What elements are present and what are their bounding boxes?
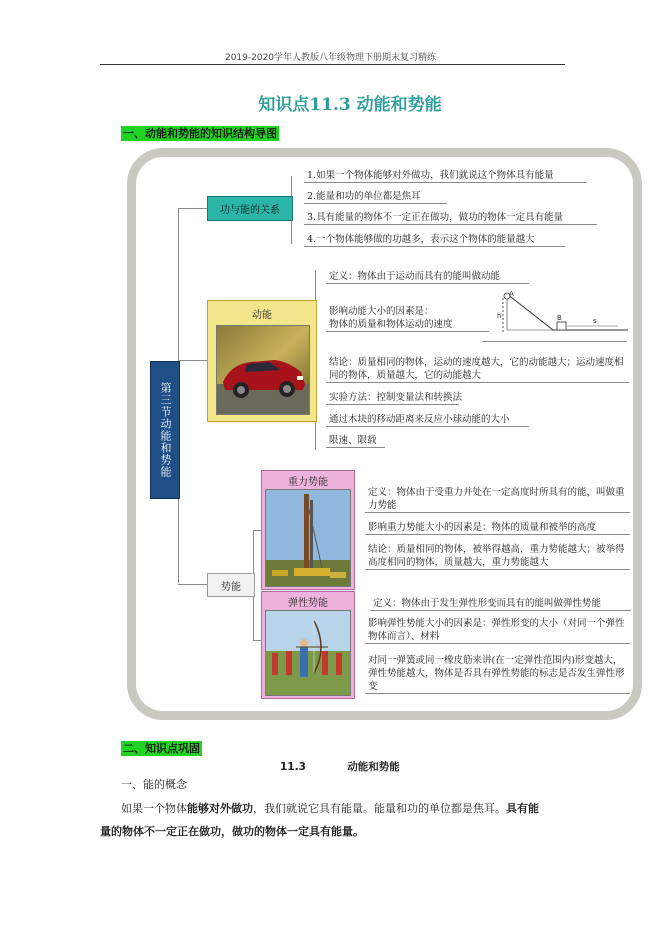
- kinetic-item-2: 影响动能大小的因素是： 物体的质量和物体运动的速度: [326, 305, 489, 332]
- gravity-label: 重力势能: [288, 477, 328, 488]
- branch-line-kinetic: [178, 360, 207, 361]
- relation-item-2: 2.能量和功的单位都是焦耳: [304, 190, 447, 204]
- consolidation-heading-num: 11.3: [280, 761, 306, 773]
- potential-line-elastic: [253, 640, 261, 641]
- gravity-item-1: 定义：物体由于受重力并处在一定高度时所具有的能，叫做重力势能: [365, 486, 630, 513]
- kinetic-item-4: 实验方法：控制变量法和转换法: [326, 391, 459, 405]
- p1-text-a: 如果一个物体: [121, 802, 187, 815]
- diagram-label-a: A: [509, 290, 514, 298]
- kinetic-item-6: 限速、限载: [326, 434, 385, 448]
- incline-diagram: [493, 290, 628, 340]
- relation-item-4: 4.一个物体能够做的功越多，表示这个物体的能量越大: [304, 233, 565, 247]
- consolidation-paragraph-line1: [121, 798, 581, 820]
- kinetic-label: 动能: [252, 310, 272, 321]
- p1-text-d: 具有能: [506, 802, 539, 815]
- section2-label: 二、知识点巩固: [123, 742, 200, 755]
- elastic-item-1: 定义：物体由于发生弹性形变而具有的能叫做弹性势能: [370, 597, 631, 611]
- pile-driver-photo: [265, 489, 351, 587]
- kinetic-item-2-divider: [482, 341, 627, 342]
- elastic-label: 弹性势能: [288, 598, 328, 609]
- p1-text-b: 能够对外做功: [187, 802, 253, 815]
- gravity-node: [261, 470, 355, 590]
- relation-item-1: 1.如果一个物体能够对外做功，我们就说这个物体具有能量: [304, 169, 587, 183]
- elastic-node: [261, 591, 355, 699]
- section1-label: 一、动能和势能的知识结构导图: [123, 127, 277, 140]
- consolidation-heading: [280, 759, 400, 774]
- elastic-item-2: 影响弹性势能大小的因素是：弹性形变的大小（对同一个弹性物体而言）、材料: [365, 617, 630, 644]
- potential-line-gravity: [253, 530, 261, 531]
- potential-node: 势能: [207, 573, 255, 597]
- consolidation-sub1: 一、能的概念: [121, 778, 187, 791]
- diagram-label-s: s: [593, 317, 597, 325]
- gravity-item-3: 结论：质量相同的物体，被举得越高，重力势能越大；被举得高度相同的物体，质量越大，重力势能越大: [365, 543, 630, 570]
- branch-line-potential: [178, 584, 207, 585]
- relation-item-3: 3.具有能量的物体不一定正在做功，做功的物体一定具有能量: [304, 211, 597, 225]
- kinetic-item-1: 定义：物体由于运动而具有的能叫做动能: [326, 270, 529, 284]
- p1-text-c: ，我们就说它具有能量。能量和功的单位都是焦耳。: [253, 802, 506, 815]
- kinetic-item-5: 通过木块的移动距离来反应小球动能的大小: [326, 413, 529, 427]
- header-rule: [100, 64, 565, 65]
- section1-heading: [121, 122, 279, 141]
- page-header: 2019-2020学年人教版八年级物理下册期末复习精练: [224, 53, 437, 63]
- page-title: 知识点11.3 动能和势能: [258, 95, 442, 115]
- archery-photo: [265, 610, 351, 696]
- gravity-item-2: 影响重力势能大小的因素是：物体的质量和被举的高度: [365, 521, 630, 535]
- branch-line-relation: [178, 208, 207, 209]
- kinetic-node: [207, 300, 317, 422]
- mindmap-root: 第三节动能和势能: [150, 361, 180, 499]
- section2-heading: [121, 737, 202, 756]
- kinetic-item-3: 结论：质量相同的物体，运动的速度越大，它的动能越大；运动速度相同的物体，质量越大，它的动能越大: [326, 356, 629, 383]
- elastic-item-3: 对同一弹簧或同一橡皮筋来讲(在一定弹性范围内)形变越大，弹性势能越大，物体是否具有弹性势能的标志是否发生弹性形变: [365, 654, 630, 694]
- relation-node: 功与能的关系: [207, 196, 293, 221]
- red-car-photo: [216, 325, 310, 415]
- diagram-label-h: h: [497, 312, 502, 320]
- consolidation-heading-text: 动能和势能: [347, 761, 400, 773]
- diagram-label-b: B: [557, 314, 562, 322]
- consolidation-paragraph-line2: 量的物体不一定正在做功，做功的物体一定具有能量。: [100, 825, 364, 838]
